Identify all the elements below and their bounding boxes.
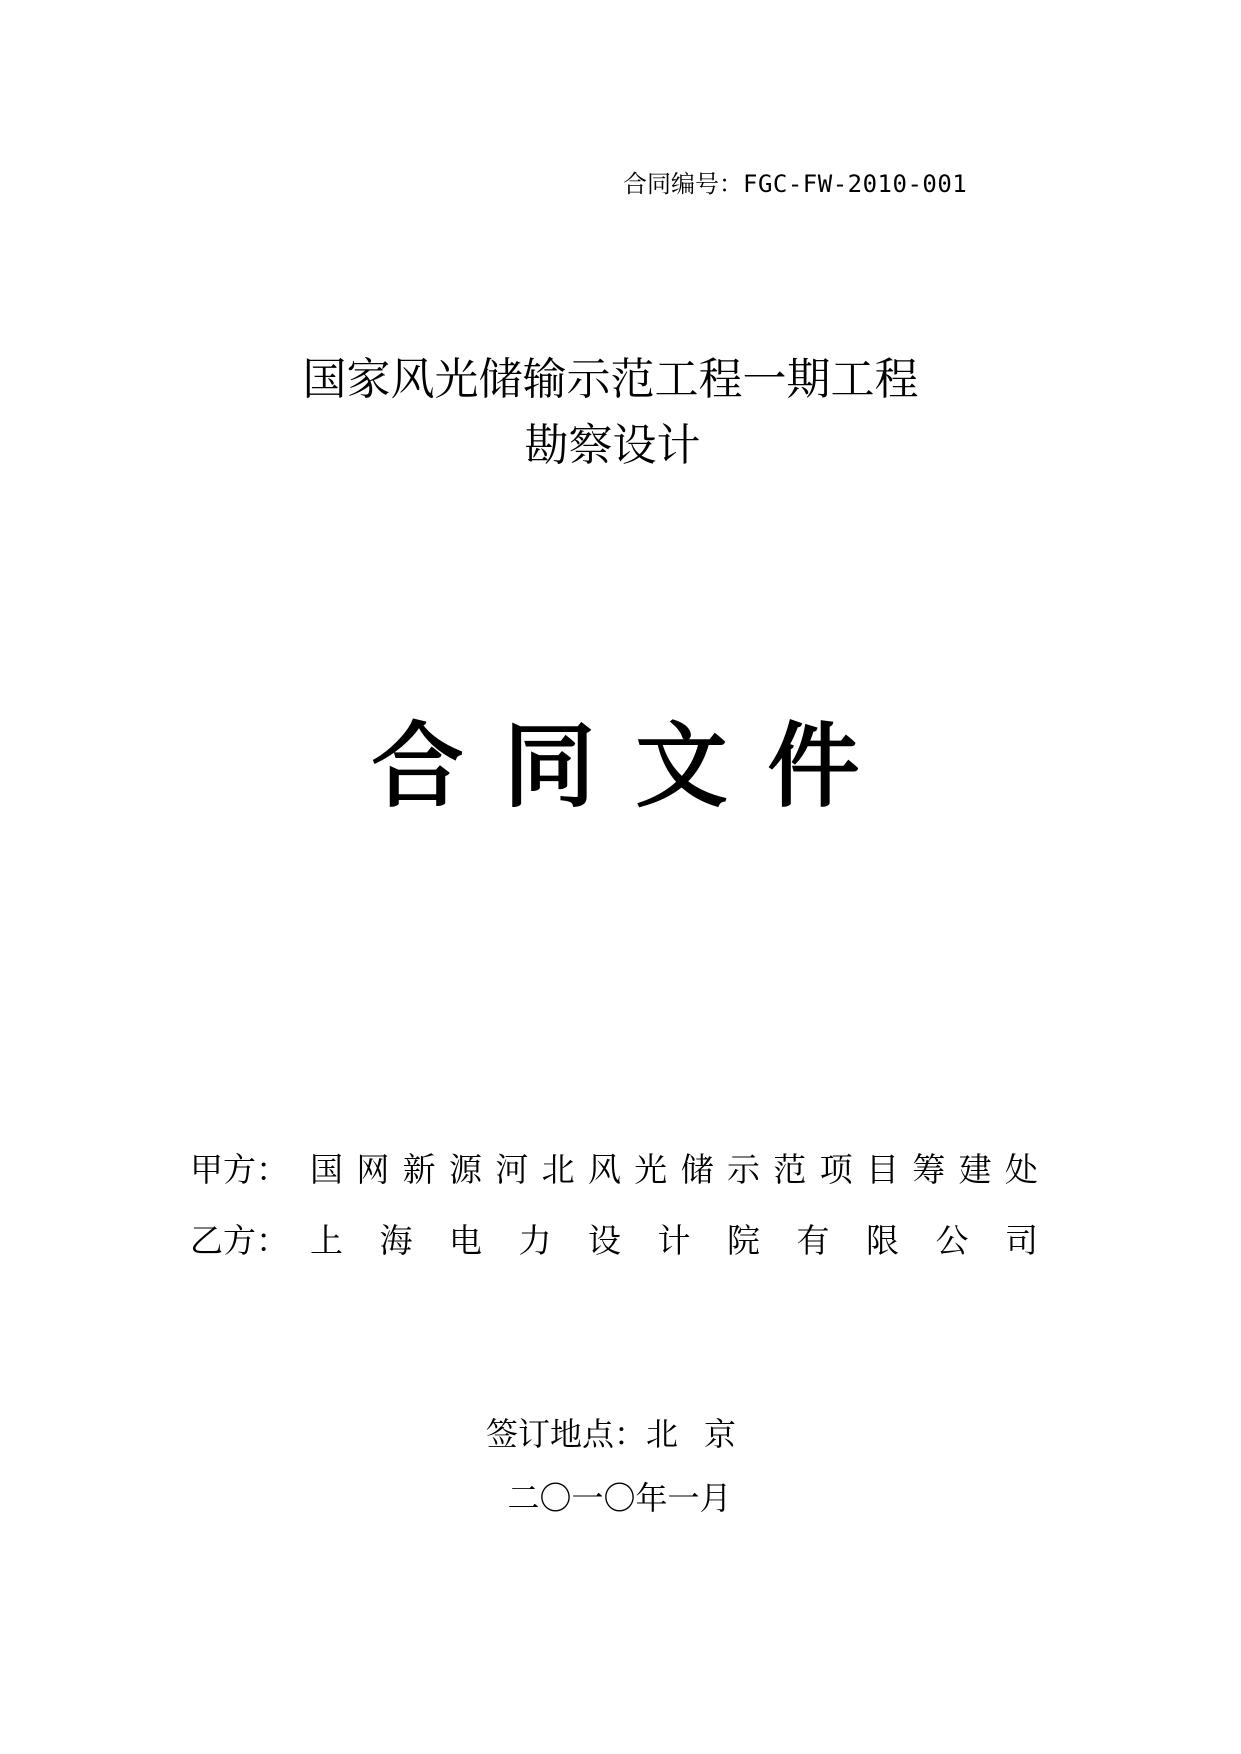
party-name-char: 范 xyxy=(773,1150,807,1189)
party-name-char: 筹 xyxy=(912,1150,946,1189)
party-name-char: 司 xyxy=(1005,1221,1038,1260)
project-title-line2: 勘察设计 xyxy=(524,420,701,471)
party-a-name xyxy=(310,1146,1038,1194)
project-title-line1: 国家风光储输示范工程一期工程 xyxy=(302,354,919,405)
document-heading-text: 合同文件 xyxy=(371,713,900,820)
party-b-label: 乙方： xyxy=(190,1221,289,1260)
party-name-char: 网 xyxy=(356,1150,390,1189)
party-name-char: 建 xyxy=(958,1150,992,1189)
party-name-char: 设 xyxy=(588,1221,621,1260)
party-name-char: 光 xyxy=(634,1150,668,1189)
party-name-char: 上 xyxy=(310,1221,343,1260)
party-name-char: 河 xyxy=(495,1150,529,1189)
signing-place-label: 签订地点： xyxy=(486,1415,647,1453)
party-name-char: 国 xyxy=(310,1150,343,1189)
document-heading xyxy=(0,712,1241,822)
party-name-char: 力 xyxy=(518,1221,552,1260)
party-name-char: 限 xyxy=(866,1221,899,1260)
signing-date-text: 二〇一〇年一月 xyxy=(507,1479,732,1517)
party-name-char: 源 xyxy=(448,1150,482,1189)
party-name-char: 储 xyxy=(680,1150,714,1189)
party-name-char: 处 xyxy=(1004,1150,1038,1189)
party-name-char: 有 xyxy=(796,1221,830,1260)
party-name-char: 院 xyxy=(727,1221,760,1260)
party-name-char: 北 xyxy=(541,1150,575,1189)
contract-number-label: 合同编号： xyxy=(623,170,743,198)
party-b xyxy=(190,1217,1050,1265)
party-name-char: 电 xyxy=(449,1221,482,1260)
party-name-char: 计 xyxy=(657,1221,691,1260)
party-name-char: 风 xyxy=(587,1150,621,1189)
contract-number-value: FGC-FW-2010-001 xyxy=(743,170,968,198)
party-name-char: 项 xyxy=(819,1150,853,1189)
party-name-char: 海 xyxy=(379,1221,413,1260)
party-name-char: 新 xyxy=(402,1150,436,1189)
party-name-char: 公 xyxy=(935,1221,969,1260)
contract-number xyxy=(623,168,967,200)
signing-place-value: 北京 xyxy=(646,1415,763,1453)
signing-place xyxy=(486,1412,762,1456)
party-name-char: 目 xyxy=(865,1150,899,1189)
party-b-name xyxy=(310,1217,1038,1265)
party-a xyxy=(190,1146,1050,1194)
party-name-char: 示 xyxy=(726,1150,760,1189)
party-a-label: 甲方： xyxy=(190,1150,289,1189)
signing-date xyxy=(0,1476,1241,1520)
